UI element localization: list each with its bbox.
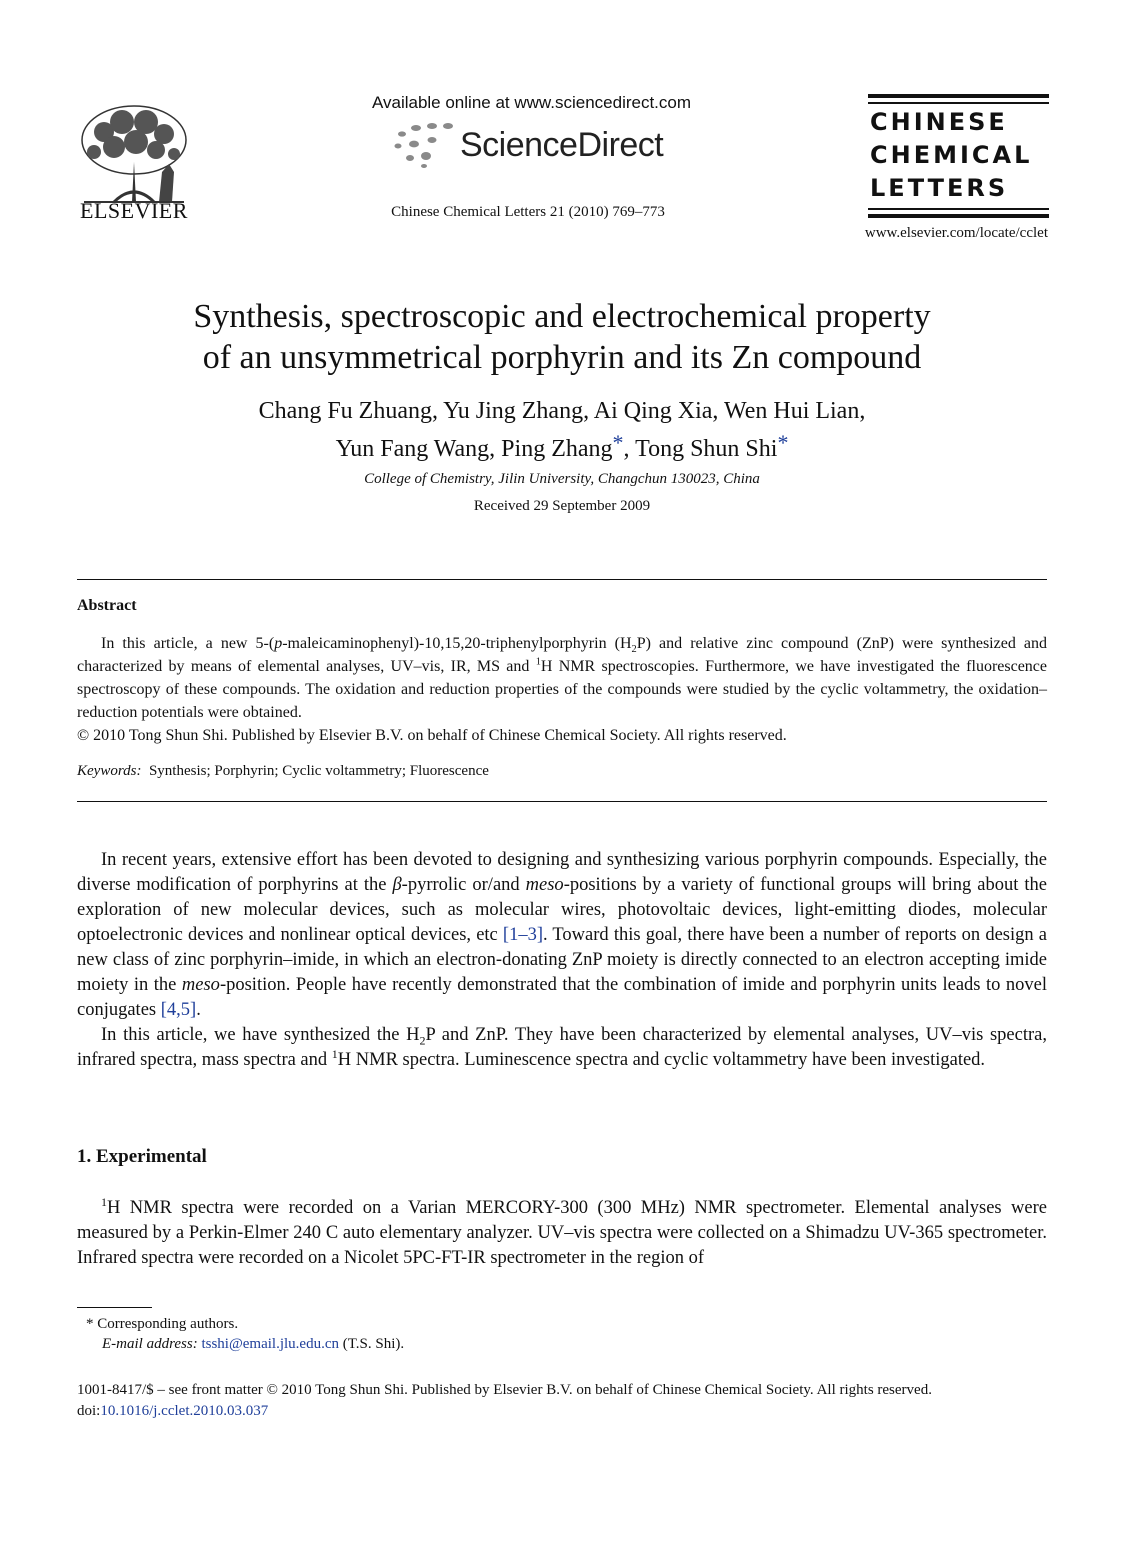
authors-line-2 (70, 427, 1054, 465)
journal-logo (868, 94, 1049, 218)
abstract-heading: Abstract (77, 597, 137, 614)
body-text: -position. People have recently demonstrated that the combination of imide and porphyrin units leads to novel conjugates (77, 975, 1048, 1020)
journal-citation: Chinese Chemical Letters 21 (2010) 769–773 (391, 204, 665, 220)
body-text: -pyrrolic or/and (401, 875, 526, 895)
body-text: H NMR spectra. Luminescence spectra and cyclic voltammetry have been investigated. (337, 1050, 986, 1070)
footer-doi (77, 1403, 268, 1420)
doi-link[interactable]: 10.1016/j.cclet.2010.03.037 (100, 1403, 269, 1419)
available-online-text: Available online at www.sciencedirect.com (371, 93, 692, 112)
subscript: 2 (419, 1033, 426, 1048)
superscript: 1 (535, 656, 541, 668)
authors-line-2b: , Tong Shun Shi (623, 436, 778, 462)
email-label: E-mail address: (102, 1336, 198, 1352)
footer-copyright: 1001-8417/$ – see front matter © 2010 Tong Shun Shi. Published by Elsevier B.V. on behalf of Chinese Chemical Society. All rights reserved. (77, 1382, 932, 1398)
doi-label: doi: (77, 1403, 101, 1419)
divider-bottom (77, 801, 1047, 802)
divider-top (77, 579, 1047, 580)
keywords (77, 763, 489, 780)
body-italic: meso (181, 975, 220, 995)
footnote-email (102, 1336, 404, 1353)
section-heading-experimental: 1. Experimental (77, 1146, 207, 1167)
corresponding-author-link-1[interactable]: * (612, 430, 624, 455)
abstract-text: -maleicaminophenyl)-10,15,20-triphenylporphyrin (H (282, 635, 632, 652)
title-line-2: of an unsymmetrical porphyrin and its Zn compound (202, 339, 922, 376)
intro-paragraph-1 (77, 848, 1047, 1023)
abstract-text: In this article, a new 5-( (101, 635, 275, 652)
reference-link-1-3[interactable]: [1–3] (502, 925, 543, 945)
abstract-copyright: © 2010 Tong Shun Shi. Published by Elsevier B.V. on behalf of Chinese Chemical Society. All rights reserved. (77, 727, 787, 744)
abstract-text: P) and relative zinc compound (ZnP) were synthesized and characterized by means of elemental analyses, UV–vis, IR, MS and (77, 635, 1048, 675)
body-italic: β (392, 875, 402, 895)
sciencedirect-dots-icon (390, 120, 460, 168)
corresponding-author-link-2[interactable]: * (777, 430, 789, 455)
body-text: In recent years, extensive effort has been devoted to designing and synthesizing various porphyrin compounds. Especially, the diverse modification of porphyrins at the (77, 850, 1047, 895)
author-list (70, 396, 1054, 465)
email-link[interactable]: tsshi@email.jlu.edu.cn (201, 1336, 339, 1352)
body-text: H NMR spectra were recorded on a Varian MERCORY-300 (300 MHz) NMR spectrometer. Elemental analyses were measured by a Perkin-Elmer 240 C auto elementary analyzer. UV–vis spectra were collected on a Shimadzu UV-365 spectrometer. Infrared spectra were recorded on a Nicolet 5PC-FT-IR spectrometer in the region of (77, 1198, 1047, 1268)
received-date: Received 29 September 2009 (473, 498, 651, 514)
subscript: 2 (631, 644, 637, 656)
body-text: P and ZnP. They have been characterized by elemental analyses, UV–vis spectra, infrared spectra, mass spectra and (77, 1025, 1047, 1070)
keywords-list: Synthesis; Porphyrin; Cyclic voltammetry; Fluorescence (148, 763, 489, 779)
abstract-italic: p (274, 635, 283, 652)
logo-rule-top (868, 94, 1049, 104)
intro-paragraph-2 (77, 1023, 1047, 1073)
body-text: . Toward this goal, there have been a number of reports on design a new class of zinc porphyrin–imide, in which an electron-donating ZnP moiety is directly connected to an electron accepting imide moiety in the (77, 925, 1047, 995)
reference-link-4-5[interactable]: [4,5] (160, 1000, 197, 1020)
body-italic: meso (525, 875, 564, 895)
authors-line-2a: Yun Fang Wang, Ping Zhang (335, 436, 613, 462)
keywords-label: Keywords: (77, 763, 142, 779)
authors-line-1: Chang Fu Zhuang, Yu Jing Zhang, Ai Qing Xia, Wen Hui Lian, (258, 398, 866, 424)
body-text: . (196, 1000, 201, 1020)
logo-rule-bottom (868, 208, 1049, 218)
article-title (70, 296, 1054, 378)
superscript: 1 (331, 1046, 338, 1061)
footnote-corresponding: * Corresponding authors. (86, 1316, 239, 1332)
abstract-body (77, 632, 1047, 747)
experimental-section (77, 1196, 1047, 1271)
journal-url: www.elsevier.com/locate/cclet (864, 225, 1048, 241)
body-text: -positions by a variety of functional groups will bring about the exploration of new molecular devices, such as molecular wires, photovoltaic devices, light-emitting diodes, molecular optoelectronic devices and nonlinear optical devices, etc (77, 875, 1047, 945)
footnote-rule (77, 1307, 152, 1308)
sciencedirect-wordmark: ScienceDirect (460, 126, 664, 164)
abstract-text: H NMR spectroscopies. Furthermore, we have investigated the fluorescence spectroscopy of these compounds. The oxidation and reduction properties of the compounds were studied by the cyclic voltammetry, the oxidation–reduction potentials were obtained. (77, 658, 1048, 721)
introduction (77, 848, 1047, 1073)
superscript: 1 (101, 1194, 108, 1209)
email-suffix: (T.S. Shi). (338, 1336, 405, 1352)
body-text: In this article, we have synthesized the H (101, 1025, 420, 1045)
publisher-name: ELSEVIER (80, 198, 188, 223)
experimental-paragraph-1 (77, 1196, 1047, 1271)
journal-logo-line-1: CHINESE (870, 108, 1008, 136)
journal-logo-line-2: CHEMICAL (870, 141, 1033, 169)
journal-logo-line-3: LETTERS (870, 174, 1009, 202)
affiliation: College of Chemistry, Jilin University, Changchun 130023, China (364, 471, 760, 487)
abstract-paragraph (77, 632, 1047, 724)
title-line-1: Synthesis, spectroscopic and electrochemical property (193, 298, 931, 335)
